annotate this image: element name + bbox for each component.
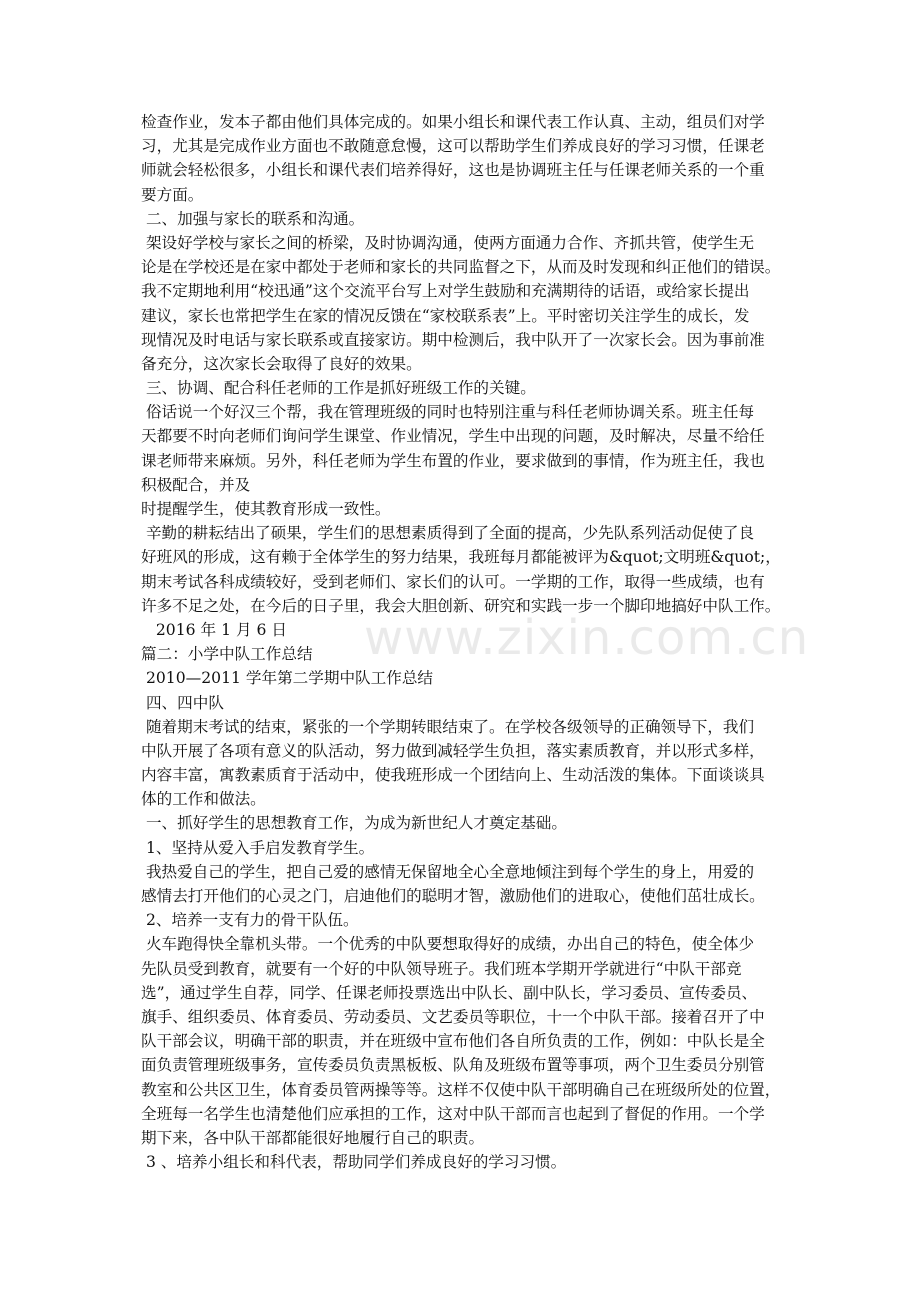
text-line: 面负责管理班级事务，宣传委员负责黑板板、队角及班级布置等事项，两个卫生委员分别管 — [141, 1056, 765, 1075]
text-line: 期末考试各科成绩较好，受到老师们、家长们的认可。一学期的工作，取得一些成绩，也有 — [141, 572, 765, 591]
text-line: 全班每一名学生也清楚他们应承担的工作，这对中队干部而言也起到了督促的作用。一个学 — [141, 1104, 765, 1123]
text-line: 旗手、组织委员、体育委员、劳动委员、文艺委员等职位，十一个中队干部。接着召开了中 — [141, 1007, 765, 1026]
text-line: 感情去打开他们的心灵之门，启迪他们的聪明才智，激励他们的进取心，使他们茁壮成长。 — [141, 887, 765, 905]
text-line: 一、抓好学生的思想教育工作，为成为新世纪人才奠定基础。 — [141, 814, 567, 833]
text-line: 我热爱自己的学生，把自己爱的感情无保留地全心全意地倾注到每个学生的身上，用爱的 — [141, 862, 755, 881]
text-line: 中队开展了各项有意义的队活动，努力做到减轻学生负担，落实素质教育，并以形式多样， — [141, 741, 765, 760]
text-line: 选”，通过学生自荐，同学、任课老师投票选出中队长、副中队长，学习委员、宣传委员、 — [141, 983, 758, 1002]
text-line: 课老师带来麻烦。另外，科任老师为学生布置的作业，要求做到的事情，作为班主任，我也 — [141, 451, 765, 470]
text-line: 体的工作和做法。 — [141, 790, 266, 809]
text-line: 篇二：小学中队工作总结 — [141, 645, 313, 664]
text-line: 1、坚持从爱入手启发教育学生。 — [141, 838, 375, 857]
text-line: 2、培养一支有力的骨干队伍。 — [141, 911, 359, 930]
text-line: 四、四中队 — [141, 693, 224, 712]
watermark: www.zixin.com.cn — [364, 610, 810, 666]
text-line: 要方面。 — [141, 185, 204, 204]
text-line: 习，尤其是完成作业方面也不敢随意怠慢，这可以帮助学生们养成良好的学习习惯，任课老 — [141, 137, 765, 156]
text-line: 好班风的形成，这有赖于全体学生的努力结果，我班每月都能被评为&quot;文明班&quot;， — [141, 548, 781, 567]
text-line: 检查作业，发本子都由他们具体完成的。如果小组长和课代表工作认真、主动，组员们对学 — [141, 113, 765, 131]
document-body — [141, 110, 791, 1174]
text-line: 内容丰富，寓教素质育于活动中，使我班形成一个团结向上、生动活泼的集体。下面谈谈具 — [141, 766, 765, 785]
text-line: 火车跑得快全靠机头带。一个优秀的中队要想取得好的成绩，办出自己的特色，使全体少 — [141, 935, 755, 954]
text-line: 许多不足之处，在今后的日子里，我会大胆创新、研究和实践一步一个脚印地搞好中队工作。 — [141, 596, 781, 615]
text-line: 先队员受到教育，就要有一个好的中队领导班子。我们班本学期开学就进行“中队干部竞 — [141, 959, 742, 978]
text-line: 师就会轻松很多，小组长和课代表们培养得好，这也是协调班主任与任课老师关系的一个重 — [141, 161, 765, 180]
text-line: 积极配合，并及 — [141, 475, 251, 494]
text-line: 备充分，这次家长会取得了良好的效果。 — [141, 354, 422, 373]
text-line: 三、协调、配合科任老师的工作是抓好班级工作的关键。 — [141, 379, 536, 398]
text-line: 俗话说一个好汉三个帮，我在管理班级的同时也特别注重与科任老师协调关系。班主任每 — [141, 403, 755, 422]
text-line: 现情况及时电话与家长联系或直接家访。期中检测后，我中队开了一次家长会。因为事前准 — [141, 330, 765, 349]
text-line: 3 、培养小组长和科代表，帮助同学们养成良好的学习习惯。 — [141, 1153, 567, 1172]
text-line: 建议，家长也常把学生在家的情况反馈在“家校联系表”上。平时密切关注学生的成长，发 — [141, 306, 750, 325]
text-line: 2016 年 1 月 6 日 — [141, 620, 287, 639]
text-line: 随着期末考试的结束，紧张的一个学期转眼结束了。在学校各级领导的正确领导下，我们 — [141, 717, 755, 736]
text-line: 时提醒学生，使其教育形成一致性。 — [141, 500, 391, 518]
text-line: 架设好学校与家长之间的桥梁，及时协调沟通，使两方面通力合作、齐抓共管，使学生无 — [141, 233, 755, 252]
text-line: 队干部会议，明确干部的职责，并在班级中宣布他们各自所负责的工作，例如：中队长是全 — [141, 1032, 765, 1051]
text-line: 教室和公共区卫生，体育委员管两操等等。这样不仅使中队干部明确自己在班级所处的位置， — [141, 1080, 781, 1099]
text-line: 我不定期地利用“校迅通”这个交流平台写上对学生鼓励和充满期待的话语，或给家长提出 — [141, 282, 750, 301]
text-line: 辛勤的耕耘结出了硕果，学生们的思想素质得到了全面的提高，少先队系列活动促使了良 — [141, 524, 755, 543]
text-line: 天都要不时向老师们询问学生课堂、作业情况，学生中出现的问题，及时解决，尽量不给任 — [141, 427, 765, 446]
text-line: 2010—2011 学年第二学期中队工作总结 — [141, 669, 434, 688]
text-line: 论是在学校还是在家中都处于老师和家长的共同监督之下，从而及时发现和纠正他们的错误。 — [141, 258, 781, 277]
text-line: 二、加强与家长的联系和沟通。 — [141, 209, 365, 228]
text-line: 期下来，各中队干部都能很好地履行自己的职责。 — [141, 1128, 485, 1147]
